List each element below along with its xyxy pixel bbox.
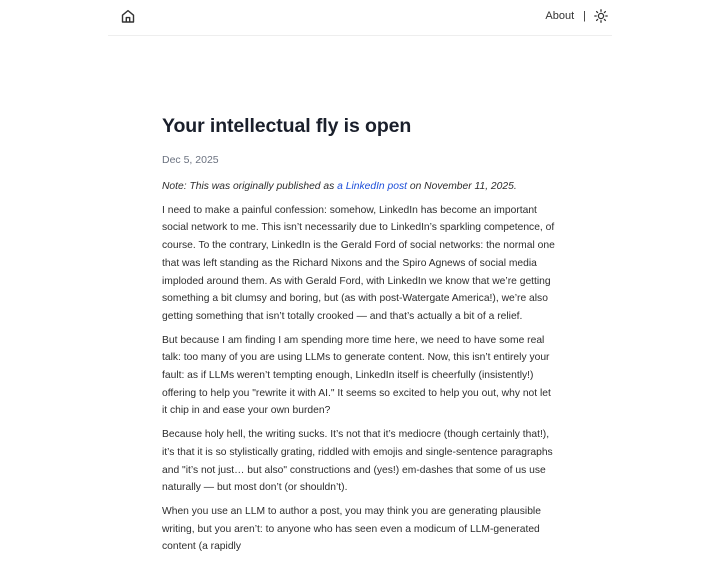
publication-note bbox=[162, 178, 558, 196]
home-icon bbox=[120, 8, 136, 24]
theme-toggle-button[interactable] bbox=[594, 9, 608, 23]
note-suffix: on November 11, 2025. bbox=[406, 181, 517, 192]
linkedin-post-link[interactable]: a LinkedIn post bbox=[337, 181, 407, 192]
paragraph: I need to make a painful confession: somehow, LinkedIn has become an important social network to me. This isn’t necessarily due to LinkedIn’s sparkling competence, of course. To the contrary, LinkedIn is the Gerald Ford of social networks: the normal one that was left standing as the Richard Nixons and the Spiro Agnews of social media imploded around them. As with Gerald Ford, with LinkedIn we know that we’re getting something a bit clumsy and boring, but (as with post-Watergate America!), we’re also getting something that isn’t totally crooked — and that’s actually a bit of a relief. bbox=[162, 204, 555, 322]
article-date: Dec 5, 2025 bbox=[162, 154, 219, 166]
article-title: Your intellectual fly is open bbox=[162, 115, 412, 137]
sun-icon bbox=[594, 9, 608, 23]
note-prefix: Note: This was originally published as bbox=[162, 181, 338, 192]
about-link[interactable]: About bbox=[545, 10, 575, 22]
paragraph: But because I am finding I am spending more time here, we need to have some real talk: too many of you are using LLMs to generate content. Now, this isn’t entirely your fault: as if LLMs weren’t tempting enough, LinkedIn itself is cheerfully (insistently!) offering to help you "rewrite it with AI." It seems so excited to help you out, why not let it chip in and ease your own burden? bbox=[162, 334, 551, 417]
home-link[interactable] bbox=[120, 8, 136, 24]
paragraph: When you use an LLM to author a post, you may think you are generating plausible writing, but you aren’t: to anyone who has seen even a modicum of LLM-generated content (a rapidly bbox=[162, 505, 541, 553]
header-nav bbox=[545, 6, 608, 26]
site-header bbox=[108, 0, 612, 36]
article-body bbox=[162, 178, 558, 556]
nav-separator: | bbox=[583, 10, 586, 22]
paragraph: Because holy hell, the writing sucks. It’s not that it’s mediocre (though certainly that!), it’s that it is so stylistically grating, riddled with emojis and single-sentence paragraphs and "it’s not just… but also" constructions and (yes!) em-dashes that some of us use naturally — but most don’t (or shouldn’t). bbox=[162, 429, 553, 494]
article bbox=[162, 112, 558, 562]
